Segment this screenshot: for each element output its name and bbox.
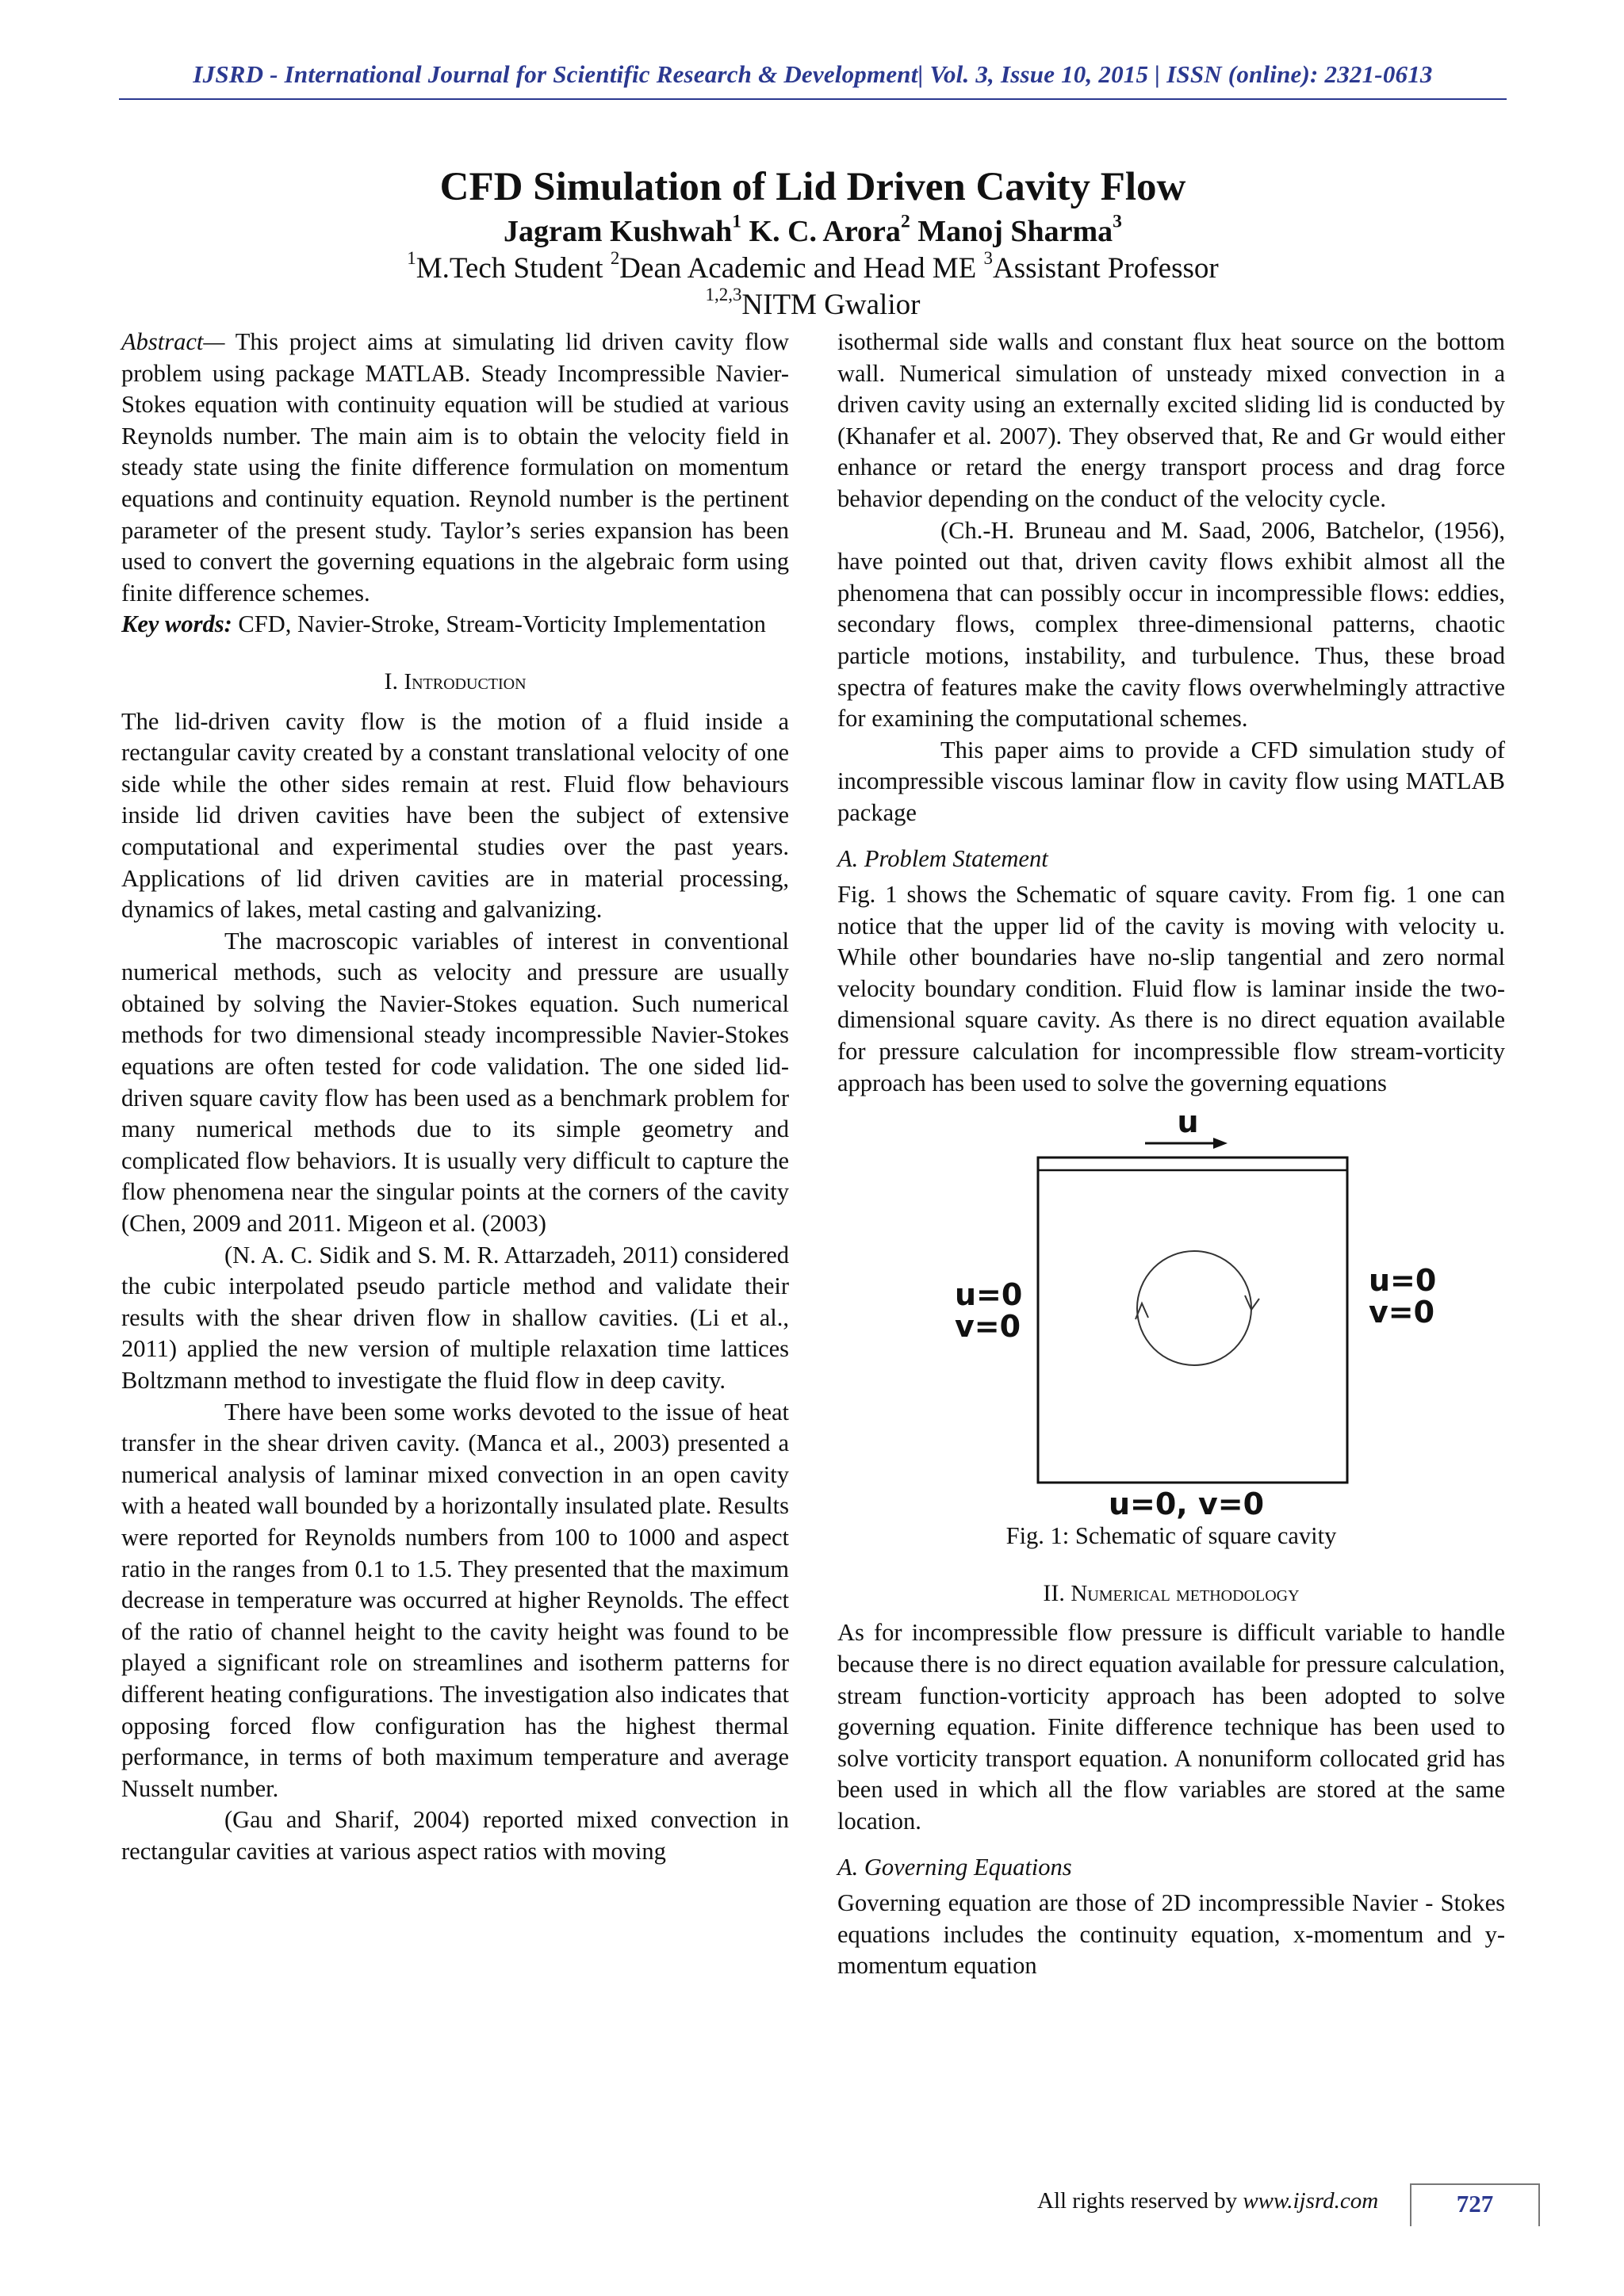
- subsection-heading-problem-statement: A. Problem Statement: [837, 844, 1048, 872]
- affiliation-sup: 1,2,3: [705, 284, 742, 304]
- affiliation: [119, 284, 1507, 323]
- author-sup: 3: [1113, 211, 1122, 232]
- figure-caption: Fig. 1: Schematic of square cavity: [1005, 1522, 1337, 1550]
- role-sup: 2: [610, 247, 620, 268]
- left-wall-u: u=0: [955, 1277, 1023, 1313]
- keywords: [121, 609, 789, 641]
- cavity-schematic-svg: [837, 1100, 1505, 1521]
- paragraph: Governing equation are those of 2D incompressible Navier - Stokes equations includes the continuity equation, x-momentum and y-momentum equation: [837, 1889, 1505, 1980]
- role-text: Assistant Professor: [993, 252, 1219, 285]
- vortex-circle: [1137, 1251, 1251, 1365]
- right-column: [837, 327, 1505, 1982]
- paragraph: isothermal side walls and constant flux heat source on the bottom wall. Numerical simulation of unsteady mixed convection in a driven cavity using an externally excited sliding lid is conducted by (Khanafer et al. 2007). They observed that, Re and Gr would either enhance or retard the energy transport process and drag force behavior depending on the conduct of the velocity cycle.: [837, 328, 1505, 512]
- cavity-box: [1038, 1158, 1347, 1483]
- role-sup: 3: [983, 247, 993, 268]
- paragraph: (Gau and Sharif, 2004) reported mixed convection in rectangular cavities at various aspect ratios with moving: [121, 1806, 789, 1865]
- footer-rights: [1037, 2188, 1378, 2214]
- paper-title: CFD Simulation of Lid Driven Cavity Flow: [439, 165, 1186, 209]
- vortex-arrow-right: [1245, 1295, 1259, 1310]
- paragraph: The lid-driven cavity flow is the motion of a fluid inside a rectangular cavity created by a constant translational velocity of one side while the other sides remain at rest. Fluid flow behaviours inside lid driven cavities have been the subject of extensive computational and experimental studies over the past years. Applications of lid driven cavities are in material processing, dynamics of lakes, metal casting and galvanizing.: [121, 707, 789, 924]
- paragraph: The macroscopic variables of interest in conventional numerical methods, such as velocity and pressure are usually obtained by solving the Navier-Stokes equation. Such numerical methods for two dimensional steady incompressible Navier-Stokes equations are often tested for code validation. The one sided lid-driven square cavity flow has been used as a benchmark problem for many numerical methods due to its simple geometry and complicated flow behaviors. It is usually very difficult to capture the flow phenomena near the singular points at the corners of the cavity (Chen, 2009 and 2011. Migeon et al. (2003): [121, 927, 789, 1238]
- section-number: II.: [1043, 1579, 1071, 1606]
- page-number: 727: [1456, 2190, 1494, 2218]
- abstract-text: This project aims at simulating lid driven cavity flow problem using package MATLAB. Steady Incompressible Navier-Stokes equation with continuity equation will be studied at various Reynolds number. The main aim is to obtain the velocity field in steady state using the finite difference formulation on momentum equations and continuity equation. Reynold number is the pertinent parameter of the present study. Taylor’s series expansion has been used to convert the governing equations in the algebraic form using finite difference schemes.: [121, 328, 789, 607]
- paragraph: This paper aims to provide a CFD simulation study of incompressible viscous laminar flow in cavity flow using MATLAB package: [837, 736, 1505, 826]
- footer-rights-text: All rights reserved by: [1037, 2188, 1243, 2214]
- author-name: K. C. Arora: [749, 215, 901, 248]
- keywords-text: CFD, Navier-Stroke, Stream-Vorticity Implementation: [232, 610, 766, 638]
- role-text: Dean Academic and Head ME: [619, 252, 984, 285]
- author-name: Jagram Kushwah: [504, 215, 733, 248]
- author-sup: 2: [900, 211, 910, 232]
- paragraph: (Ch.-H. Bruneau and M. Saad, 2006, Batchelor, (1956), have pointed out that, driven cavity flows exhibit almost all the phenomena that can possibly occur in incompressible flows: eddies, secondary flows, complex three-dimensional patterns, chaotic particle motions, instability, and turbulence. Thus, these broad spectra of features make the cavity flows overwhelmingly attractive for examining the computational schemes.: [837, 516, 1505, 733]
- author-roles: [119, 247, 1507, 287]
- cavity-schematic-figure: [837, 1100, 1505, 1521]
- paragraph: (N. A. C. Sidik and S. M. R. Attarzadeh, 2011) considered the cubic interpolated pseudo particle method and validate their results with the shear driven flow in shallow cavities. (Li et al., 2011) applied the new version of multiple relaxation time lattices Boltzmann method to investigate the fluid flow in deep cavity.: [121, 1241, 789, 1394]
- title-block: [119, 162, 1507, 323]
- section-title: Introduction: [404, 668, 527, 695]
- abstract-label: Abstract—: [121, 328, 225, 355]
- abstract: [121, 327, 789, 609]
- paragraph: There have been some works devoted to the issue of heat transfer in the shear driven cavity. (Manca et al., 2003) presented a numerical analysis of laminar mixed convection in an open cavity with a heated wall bounded by a horizontally insulated plate. Results were reported for Reynolds numbers from 100 to 1000 and aspect ratio in the ranges from 0.1 to 1.5. They presented that the maximum decrease in temperature was occurred at higher Reynolds. The effect of the ratio of channel height to the cavity height was found to be played a significant role on streamlines and isotherm patterns for different heating configurations. The investigation also indicates that opposing forced flow configuration has the highest thermal performance, in terms of both maximum temperature and average Nusselt number.: [121, 1398, 789, 1802]
- left-wall-v: v=0: [955, 1309, 1021, 1345]
- lid-velocity-label: u: [1177, 1104, 1199, 1140]
- affiliation-text: NITM Gwalior: [741, 289, 921, 321]
- section-number: I.: [384, 668, 404, 695]
- section-heading-introduction: [121, 666, 789, 698]
- subsection-heading-governing-equations: A. Governing Equations: [837, 1853, 1072, 1881]
- journal-header: IJSRD - International Journal for Scientific Research & Development| Vol. 3, Issue 10, 2015 | ISSN (online): 2321-0613: [193, 60, 1433, 88]
- lid-arrowhead: [1213, 1138, 1228, 1149]
- author-sup: 1: [732, 211, 742, 232]
- keywords-label: Key words:: [121, 610, 232, 638]
- paragraph: Fig. 1 shows the Schematic of square cavity. From fig. 1 one can notice that the upper lid of the cavity is moving with velocity u. While other boundaries have no-slip tangential and zero normal velocity boundary condition. Fluid flow is laminar inside the two-dimensional square cavity. As there is no direct equation available for pressure calculation for incompressible flow stream-vorticity approach has been used to solve the governing equations: [837, 881, 1505, 1096]
- author-line: [119, 212, 1507, 251]
- left-column: [121, 327, 789, 1868]
- right-wall-v: v=0: [1369, 1295, 1435, 1330]
- role-text: M.Tech Student: [416, 252, 611, 285]
- footer-site-link[interactable]: www.ijsrd.com: [1243, 2188, 1379, 2214]
- right-wall-u: u=0: [1369, 1263, 1437, 1299]
- section-title: Numerical methodology: [1071, 1580, 1300, 1606]
- section-heading-numerical-methodology: [837, 1578, 1505, 1610]
- author-name: Manoj Sharma: [917, 215, 1113, 248]
- header-divider: [119, 98, 1507, 100]
- paragraph: As for incompressible flow pressure is difficult variable to handle because there is no direct equation available for pressure calculation, stream function-vorticity approach has been adopted to solve governing equation. Finite difference technique has been used to solve vorticity transport equation. A nonuniform collocated grid has been used in which all the flow variables are stored at the same location.: [837, 1619, 1505, 1835]
- role-sup: 1: [407, 247, 416, 268]
- bottom-wall-label: u=0, v=0: [1108, 1487, 1265, 1521]
